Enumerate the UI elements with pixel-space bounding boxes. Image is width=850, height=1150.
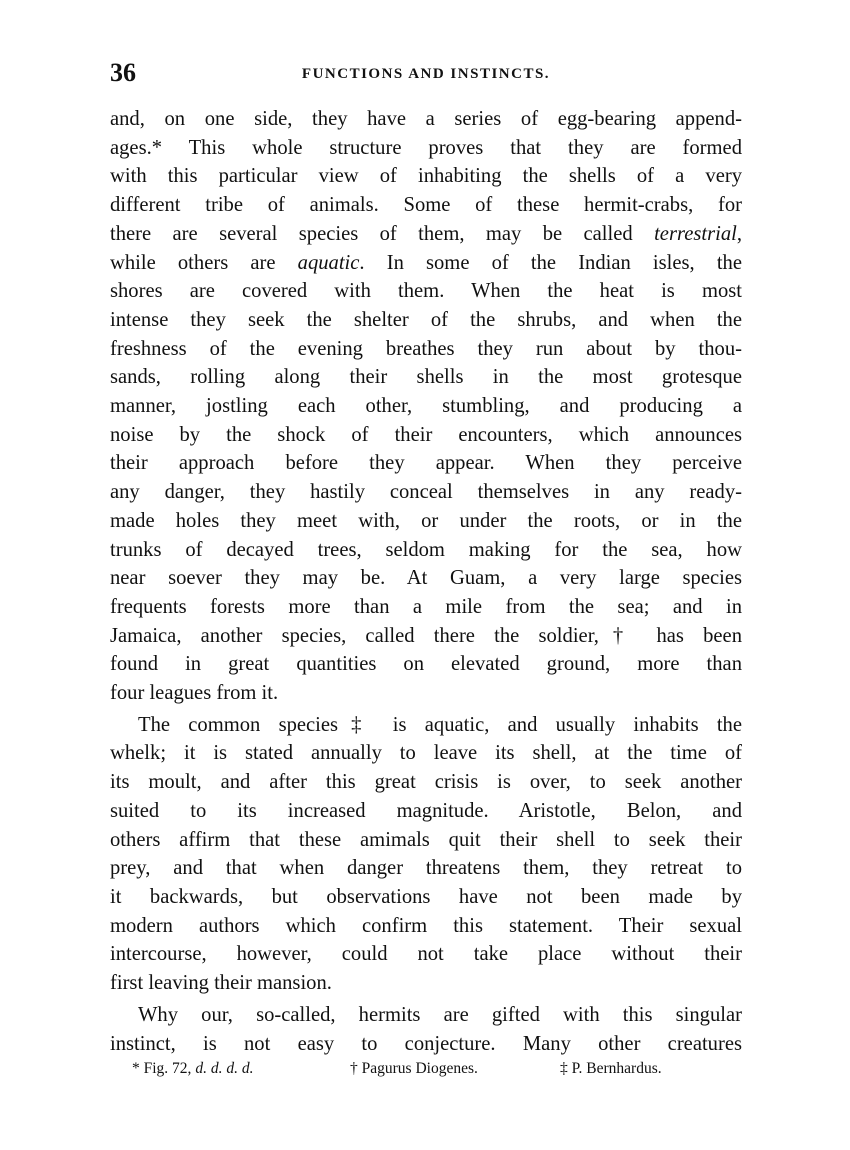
text-line: near soever they may be. At Guam, a very large species xyxy=(110,567,742,590)
text-line: first leaving their mansion. xyxy=(110,972,332,995)
text-line: different tribe of animals. Some of these hermit-crabs, for xyxy=(110,194,742,217)
running-title: FUNCTIONS AND INSTINCTS. xyxy=(301,66,551,82)
text-line: found in great quantities on elevated ground, more than xyxy=(110,653,742,676)
text-line: its moult, and after this great crisis is over, to seek another xyxy=(110,771,742,794)
text-line: ages.* This whole structure proves that they are formed xyxy=(110,136,742,159)
text-line: frequents forests more than a mile from the sea; and in xyxy=(110,595,742,618)
text-line: freshness of the evening breathes they run about by thou- xyxy=(110,337,742,360)
footnote-1: * Fig. 72, d. d. d. d. xyxy=(132,1060,254,1077)
text-line: with this particular view of inhabiting the shells of a very xyxy=(110,165,742,188)
text-line: intercourse, however, could not take place without their xyxy=(110,943,742,966)
text-line: and, on one side, they have a series of egg-bearing append- xyxy=(110,108,742,130)
text-line: sands, rolling along their shells in the most grotesque xyxy=(110,366,742,389)
text-line: Why our, so-called, hermits are gifted with this singular xyxy=(138,1003,742,1026)
text-line: prey, and that when danger threatens them, they retreat to xyxy=(110,857,742,880)
page-header xyxy=(110,58,742,92)
text-line: whelk; it is stated annually to leave its shell, at the time of xyxy=(110,742,742,765)
text-line: there are several species of them, may be called terrestrial, xyxy=(110,222,742,245)
text-line: their approach before they appear. When they perceive xyxy=(110,452,742,475)
text-line: trunks of decayed trees, seldom making for the sea, how xyxy=(110,538,742,561)
text-line: The common species‡ is aquatic, and usually inhabits the xyxy=(138,713,742,736)
text-line: it backwards, but observations have not been made by xyxy=(110,885,742,908)
text-line: Jamaica, another species, called there the soldier,† has been xyxy=(110,624,742,647)
page-number: 36 xyxy=(110,58,136,87)
text-line: instinct, is not easy to conjecture. Many other creatures xyxy=(110,1032,742,1055)
text-line: others affirm that these amimals quit their shell to seek their xyxy=(110,828,742,851)
text-line: made holes they meet with, or under the roots, or in the xyxy=(110,509,742,532)
body-text xyxy=(110,105,742,1058)
text-line: intense they seek the shelter of the shrubs, and when the xyxy=(110,308,742,331)
text-line: suited to its increased magnitude. Aristotle, Belon, and xyxy=(110,799,742,822)
text-line: while others are aquatic. In some of the Indian isles, the xyxy=(110,251,742,274)
footnote-2: † Pagurus Diogenes. xyxy=(350,1060,478,1077)
text-line: four leagues from it. xyxy=(110,682,279,705)
footnote-3: ‡ P. Bernhardus. xyxy=(560,1060,662,1077)
text-line: any danger, they hastily conceal themselves in any ready- xyxy=(110,481,742,504)
text-line: shores are covered with them. When the heat is most xyxy=(110,280,742,303)
text-line: noise by the shock of their encounters, which announces xyxy=(110,423,742,446)
text-line: modern authors which confirm this statement. Their sexual xyxy=(110,914,742,937)
text-line: manner, jostling each other, stumbling, and producing a xyxy=(110,395,742,418)
